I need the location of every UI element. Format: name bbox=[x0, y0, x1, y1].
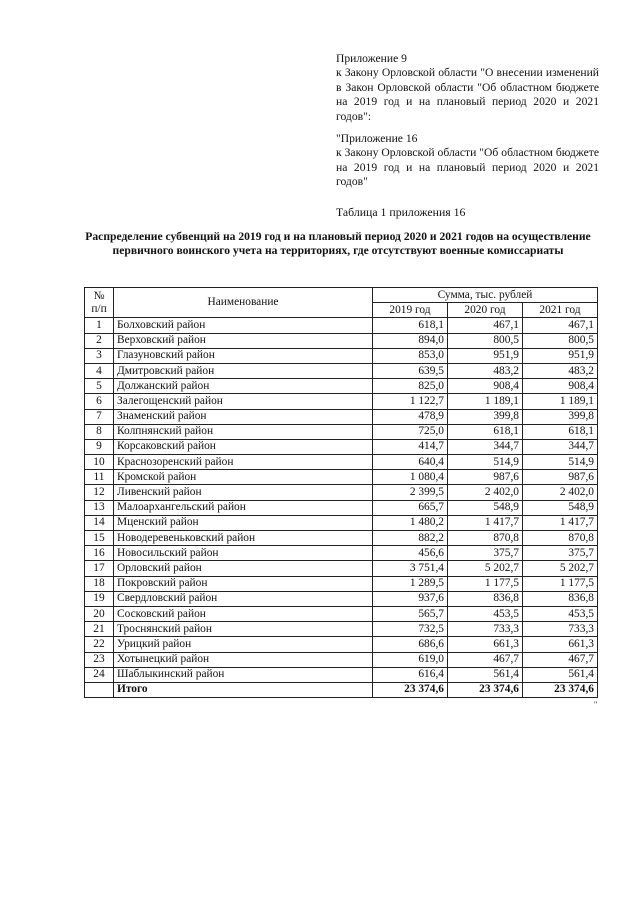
value-2020: 1 189,1 bbox=[448, 394, 523, 409]
district-name: Краснозоренский район bbox=[114, 455, 373, 470]
closing-quote-mark: " bbox=[594, 700, 598, 709]
table-row bbox=[85, 439, 598, 454]
value-2020: 483,2 bbox=[448, 363, 523, 378]
district-name: Свердловский район bbox=[114, 591, 373, 606]
value-2021: 618,1 bbox=[523, 424, 598, 439]
table-row bbox=[85, 561, 598, 576]
row-number: 19 bbox=[85, 591, 114, 606]
row-number: 13 bbox=[85, 500, 114, 515]
appendix-law-reference: к Закону Орловской области "О внесении изменений в Закон Орловской области "Об областном бюджете на 2019 год и на плановый период 2020 и 2021 годов": bbox=[336, 66, 599, 123]
table-row bbox=[85, 455, 598, 470]
table-row bbox=[85, 409, 598, 424]
value-2019: 937,6 bbox=[373, 591, 448, 606]
value-2019: 414,7 bbox=[373, 439, 448, 454]
table-header-row bbox=[85, 288, 598, 303]
value-2019: 725,0 bbox=[373, 424, 448, 439]
value-2021: 870,8 bbox=[523, 531, 598, 546]
table-row bbox=[85, 637, 598, 652]
value-2020: 453,5 bbox=[448, 606, 523, 621]
value-2019: 1 080,4 bbox=[373, 470, 448, 485]
district-name: Корсаковский район bbox=[114, 439, 373, 454]
district-name: Покровский район bbox=[114, 576, 373, 591]
row-number: 16 bbox=[85, 546, 114, 561]
value-2020: 2 402,0 bbox=[448, 485, 523, 500]
value-2021: 5 202,7 bbox=[523, 561, 598, 576]
year-2019-header: 2019 год bbox=[373, 303, 448, 318]
table-row bbox=[85, 485, 598, 500]
appendix-header bbox=[336, 52, 599, 190]
district-name: Верховский район bbox=[114, 333, 373, 348]
value-2019: 1 289,5 bbox=[373, 576, 448, 591]
total-2020: 23 374,6 bbox=[448, 682, 523, 697]
row-number: 20 bbox=[85, 606, 114, 621]
value-2021: 661,3 bbox=[523, 637, 598, 652]
value-2020: 800,5 bbox=[448, 333, 523, 348]
row-number: 21 bbox=[85, 622, 114, 637]
value-2020: 5 202,7 bbox=[448, 561, 523, 576]
value-2020: 548,9 bbox=[448, 500, 523, 515]
row-number: 17 bbox=[85, 561, 114, 576]
row-number: 12 bbox=[85, 485, 114, 500]
value-2021: 1 189,1 bbox=[523, 394, 598, 409]
value-2020: 661,3 bbox=[448, 637, 523, 652]
district-name: Болховский район bbox=[114, 318, 373, 333]
value-2019: 2 399,5 bbox=[373, 485, 448, 500]
row-number: 3 bbox=[85, 348, 114, 363]
value-2021: 483,2 bbox=[523, 363, 598, 378]
value-2019: 565,7 bbox=[373, 606, 448, 621]
district-name: Колпнянский район bbox=[114, 424, 373, 439]
value-2021: 1 177,5 bbox=[523, 576, 598, 591]
table-row bbox=[85, 531, 598, 546]
value-2021: 548,9 bbox=[523, 500, 598, 515]
total-2019: 23 374,6 bbox=[373, 682, 448, 697]
district-name: Знаменский район bbox=[114, 409, 373, 424]
value-2019: 639,5 bbox=[373, 363, 448, 378]
value-2019: 1 122,7 bbox=[373, 394, 448, 409]
value-2021: 2 402,0 bbox=[523, 485, 598, 500]
table-row bbox=[85, 576, 598, 591]
value-2019: 456,6 bbox=[373, 546, 448, 561]
appendix16-number: "Приложение 16 bbox=[336, 132, 418, 146]
value-2019: 616,4 bbox=[373, 667, 448, 682]
value-2020: 1 177,5 bbox=[448, 576, 523, 591]
value-2019: 894,0 bbox=[373, 333, 448, 348]
value-2021: 733,3 bbox=[523, 622, 598, 637]
district-name: Ливенский район bbox=[114, 485, 373, 500]
table-row bbox=[85, 363, 598, 378]
district-name: Мценский район bbox=[114, 515, 373, 530]
value-2020: 399,8 bbox=[448, 409, 523, 424]
value-2020: 733,3 bbox=[448, 622, 523, 637]
table-row bbox=[85, 318, 598, 333]
appendix16-law-reference: к Закону Орловской области "Об областном бюджете на 2019 год и на плановый период 2020 и 2021 годов" bbox=[336, 146, 599, 189]
district-name: Залегощенский район bbox=[114, 394, 373, 409]
value-2019: 478,9 bbox=[373, 409, 448, 424]
value-2021: 453,5 bbox=[523, 606, 598, 621]
value-2020: 467,1 bbox=[448, 318, 523, 333]
col-sum-header: Сумма, тыс. рублей bbox=[373, 288, 598, 303]
district-name: Должанский район bbox=[114, 379, 373, 394]
value-2019: 618,1 bbox=[373, 318, 448, 333]
row-number: 9 bbox=[85, 439, 114, 454]
value-2021: 836,8 bbox=[523, 591, 598, 606]
value-2020: 618,1 bbox=[448, 424, 523, 439]
value-2021: 951,9 bbox=[523, 348, 598, 363]
table-row bbox=[85, 667, 598, 682]
value-2020: 375,7 bbox=[448, 546, 523, 561]
value-2019: 640,4 bbox=[373, 455, 448, 470]
value-2020: 1 417,7 bbox=[448, 515, 523, 530]
value-2020: 987,6 bbox=[448, 470, 523, 485]
table-reference: Таблица 1 приложения 16 bbox=[336, 205, 466, 219]
table-row bbox=[85, 515, 598, 530]
value-2020: 467,7 bbox=[448, 652, 523, 667]
total-row bbox=[85, 682, 598, 697]
value-2021: 800,5 bbox=[523, 333, 598, 348]
row-number: 4 bbox=[85, 363, 114, 378]
value-2021: 987,6 bbox=[523, 470, 598, 485]
value-2019: 686,6 bbox=[373, 637, 448, 652]
table-row bbox=[85, 470, 598, 485]
row-number: 14 bbox=[85, 515, 114, 530]
table-row bbox=[85, 591, 598, 606]
table-row bbox=[85, 333, 598, 348]
table-row bbox=[85, 652, 598, 667]
value-2021: 344,7 bbox=[523, 439, 598, 454]
district-name: Урицкий район bbox=[114, 637, 373, 652]
district-name: Шаблыкинский район bbox=[114, 667, 373, 682]
value-2019: 619,0 bbox=[373, 652, 448, 667]
table-row bbox=[85, 379, 598, 394]
value-2020: 836,8 bbox=[448, 591, 523, 606]
row-number: 1 bbox=[85, 318, 114, 333]
row-number: 2 bbox=[85, 333, 114, 348]
row-number: 8 bbox=[85, 424, 114, 439]
row-number: 15 bbox=[85, 531, 114, 546]
row-number: 11 bbox=[85, 470, 114, 485]
row-number: 18 bbox=[85, 576, 114, 591]
total-number bbox=[85, 682, 114, 697]
value-2020: 514,9 bbox=[448, 455, 523, 470]
district-name: Орловский район bbox=[114, 561, 373, 576]
total-2021: 23 374,6 bbox=[523, 682, 598, 697]
row-number: 10 bbox=[85, 455, 114, 470]
value-2019: 732,5 bbox=[373, 622, 448, 637]
row-number: 5 bbox=[85, 379, 114, 394]
table-row bbox=[85, 394, 598, 409]
value-2021: 514,9 bbox=[523, 455, 598, 470]
table-row bbox=[85, 546, 598, 561]
district-name: Хотынецкий район bbox=[114, 652, 373, 667]
value-2021: 375,7 bbox=[523, 546, 598, 561]
value-2019: 665,7 bbox=[373, 500, 448, 515]
district-name: Малоархангельский район bbox=[114, 500, 373, 515]
value-2021: 467,1 bbox=[523, 318, 598, 333]
value-2019: 825,0 bbox=[373, 379, 448, 394]
col-name-header: Наименование bbox=[114, 288, 373, 318]
value-2021: 1 417,7 bbox=[523, 515, 598, 530]
table-row bbox=[85, 424, 598, 439]
value-2020: 951,9 bbox=[448, 348, 523, 363]
district-name: Троснянский район bbox=[114, 622, 373, 637]
value-2020: 561,4 bbox=[448, 667, 523, 682]
col-number-header: № п/п bbox=[85, 288, 114, 318]
subvention-table bbox=[84, 287, 598, 698]
row-number: 23 bbox=[85, 652, 114, 667]
value-2020: 344,7 bbox=[448, 439, 523, 454]
table-row bbox=[85, 348, 598, 363]
value-2021: 908,4 bbox=[523, 379, 598, 394]
table-row bbox=[85, 500, 598, 515]
year-2021-header: 2021 год bbox=[523, 303, 598, 318]
district-name: Дмитровский район bbox=[114, 363, 373, 378]
table-row bbox=[85, 606, 598, 621]
document-title: Распределение субвенций на 2019 год и на плановый период 2020 и 2021 годов на осуществление первичного воинского учета на территориях, где отсутствуют военные комиссариаты bbox=[85, 230, 591, 257]
district-name: Глазуновский район bbox=[114, 348, 373, 363]
value-2019: 853,0 bbox=[373, 348, 448, 363]
row-number: 6 bbox=[85, 394, 114, 409]
district-name: Кромской район bbox=[114, 470, 373, 485]
total-label: Итого bbox=[114, 682, 373, 697]
district-name: Сосковский район bbox=[114, 606, 373, 621]
value-2021: 467,7 bbox=[523, 652, 598, 667]
row-number: 7 bbox=[85, 409, 114, 424]
value-2021: 561,4 bbox=[523, 667, 598, 682]
row-number: 24 bbox=[85, 667, 114, 682]
year-2020-header: 2020 год bbox=[448, 303, 523, 318]
district-name: Новосильский район bbox=[114, 546, 373, 561]
value-2019: 3 751,4 bbox=[373, 561, 448, 576]
district-name: Новодеревеньковский район bbox=[114, 531, 373, 546]
value-2019: 882,2 bbox=[373, 531, 448, 546]
row-number: 22 bbox=[85, 637, 114, 652]
appendix-number: Приложение 9 bbox=[336, 52, 407, 65]
value-2021: 399,8 bbox=[523, 409, 598, 424]
value-2019: 1 480,2 bbox=[373, 515, 448, 530]
value-2020: 870,8 bbox=[448, 531, 523, 546]
table-row bbox=[85, 622, 598, 637]
value-2020: 908,4 bbox=[448, 379, 523, 394]
